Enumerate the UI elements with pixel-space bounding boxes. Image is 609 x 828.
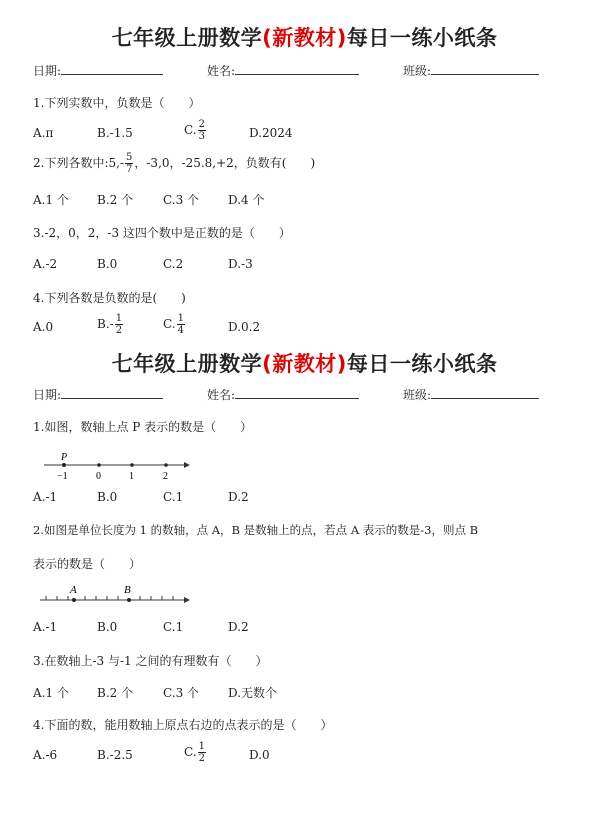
s2-q2-stem-line1: 2.如图是单位长度为 1 的数轴，点 A，B 是数轴上的点，若点 A 表示的数是-3，则点 B xyxy=(33,523,479,537)
axis-arrow xyxy=(184,597,190,603)
s1-q1-option-b[interactable]: B.-1.5 xyxy=(97,126,133,140)
s2-q2-number-line xyxy=(36,582,196,608)
s2-q2-stem-line2: 表示的数是（ ） xyxy=(33,557,142,571)
s2-q1-option-d[interactable]: D.2 xyxy=(228,490,249,504)
s1-q4-option-b[interactable]: B.- $\frac{1}{2}$ xyxy=(97,313,123,336)
s1-q1-stem: 1.下列实数中，负数是（ ） xyxy=(33,96,201,110)
fraction: $\frac{1}{2}$ xyxy=(115,313,123,336)
tick-2-dot xyxy=(164,463,168,467)
name-field[interactable]: 姓名: xyxy=(207,386,359,403)
point-p-label: P xyxy=(61,452,68,463)
class-field[interactable]: 班级: xyxy=(403,62,539,79)
s1-q3-stem: 3.-2，0，2，-3 这四个数中是正数的是（ ） xyxy=(33,226,291,240)
s1-q3-option-a[interactable]: A.-2 xyxy=(33,257,58,271)
title-red-text: (新教材) xyxy=(262,26,347,50)
tick-label: 0 xyxy=(96,471,101,482)
date-field[interactable]: 日期: xyxy=(33,62,163,79)
s2-q4-option-a[interactable]: A.-6 xyxy=(33,748,58,762)
tick-0-dot xyxy=(97,463,101,467)
s2-q4-option-b[interactable]: B.-2.5 xyxy=(97,748,133,762)
s1-q2-option-a[interactable]: A.1 个 xyxy=(33,193,69,207)
point-a-label: A xyxy=(70,584,77,596)
s2-q1-number-line xyxy=(30,448,200,484)
s1-q4-stem: 4.下列各数是负数的是( ) xyxy=(33,291,186,305)
s2-q3-stem: 3.在数轴上-3 与-1 之间的有理数有（ ） xyxy=(33,654,268,668)
tick-1-dot xyxy=(130,463,134,467)
point-p-dot xyxy=(62,463,66,467)
s2-q2-option-d[interactable]: D.2 xyxy=(228,620,249,634)
s1-q1-option-a[interactable]: A.π xyxy=(33,126,54,140)
title-text-end: 每日一练小纸条 xyxy=(346,26,498,50)
s2-q1-option-a[interactable]: A.-1 xyxy=(33,490,58,504)
axis-arrow xyxy=(184,462,190,468)
s2-q1-stem: 1.如图，数轴上点 P 表示的数是（ ） xyxy=(33,420,253,434)
s1-q2-stem: 2.下列各数中:5,- $\frac{5}{7}$ ，-3,0，-25.8,+2，负数有( ) xyxy=(33,152,316,175)
s2-q2-option-b[interactable]: B.0 xyxy=(97,620,118,634)
class-field[interactable]: 班级: xyxy=(403,386,539,403)
point-b-dot xyxy=(127,598,131,602)
s1-q4-option-c[interactable]: C. $\frac{1}{4}$ xyxy=(163,313,184,336)
axis-ticks xyxy=(46,596,173,600)
title-red-text: (新教材) xyxy=(262,352,347,376)
s1-q2-option-d[interactable]: D.4 个 xyxy=(228,193,265,207)
tick-label: 1 xyxy=(129,471,134,482)
fraction: $\frac{1}{4}$ xyxy=(177,313,184,336)
s1-q3-option-d[interactable]: D.-3 xyxy=(228,257,253,271)
s2-q2-option-c[interactable]: C.1 xyxy=(163,620,184,634)
sheet2-title xyxy=(0,348,609,378)
s2-q2-option-a[interactable]: A.-1 xyxy=(33,620,58,634)
name-field[interactable]: 姓名: xyxy=(207,62,359,79)
date-field[interactable]: 日期: xyxy=(33,386,163,403)
title-text-end: 每日一练小纸条 xyxy=(346,352,498,376)
point-a-dot xyxy=(72,598,76,602)
fraction: $\frac{1}{2}$ xyxy=(198,741,205,764)
s2-q3-option-c[interactable]: C.3 个 xyxy=(163,686,200,700)
tick-label: 2 xyxy=(163,471,168,482)
s2-q3-option-a[interactable]: A.1 个 xyxy=(33,686,69,700)
s2-q4-stem: 4.下面的数，能用数轴上原点右边的点表示的是（ ） xyxy=(33,718,333,732)
fraction: $\frac{5}{7}$ xyxy=(126,152,133,175)
s1-q4-option-a[interactable]: A.0 xyxy=(33,320,54,334)
s1-q1-option-d[interactable]: D.2024 xyxy=(249,126,293,140)
title-text: 七年级上册数学 xyxy=(111,26,263,50)
s1-q3-option-b[interactable]: B.0 xyxy=(97,257,118,271)
tick-label: −1 xyxy=(57,471,68,482)
s1-q4-option-d[interactable]: D.0.2 xyxy=(228,320,261,334)
s1-q3-option-c[interactable]: C.2 xyxy=(163,257,184,271)
fraction: $\frac{2}{3}$ xyxy=(198,119,205,142)
s1-q2-option-c[interactable]: C.3 个 xyxy=(163,193,200,207)
title-text: 七年级上册数学 xyxy=(111,352,263,376)
sheet1-title xyxy=(0,22,609,52)
s2-q3-option-d[interactable]: D.无数个 xyxy=(228,686,278,700)
s2-q4-option-d[interactable]: D.0 xyxy=(249,748,270,762)
s1-q2-option-b[interactable]: B.2 个 xyxy=(97,193,134,207)
s2-q1-option-b[interactable]: B.0 xyxy=(97,490,118,504)
s1-q1-option-c[interactable]: C. $\frac{2}{3}$ xyxy=(184,119,205,142)
point-b-label: B xyxy=(124,584,131,596)
s2-q3-option-b[interactable]: B.2 个 xyxy=(97,686,134,700)
s2-q1-option-c[interactable]: C.1 xyxy=(163,490,184,504)
s2-q4-option-c[interactable]: C. $\frac{1}{2}$ xyxy=(184,741,205,764)
